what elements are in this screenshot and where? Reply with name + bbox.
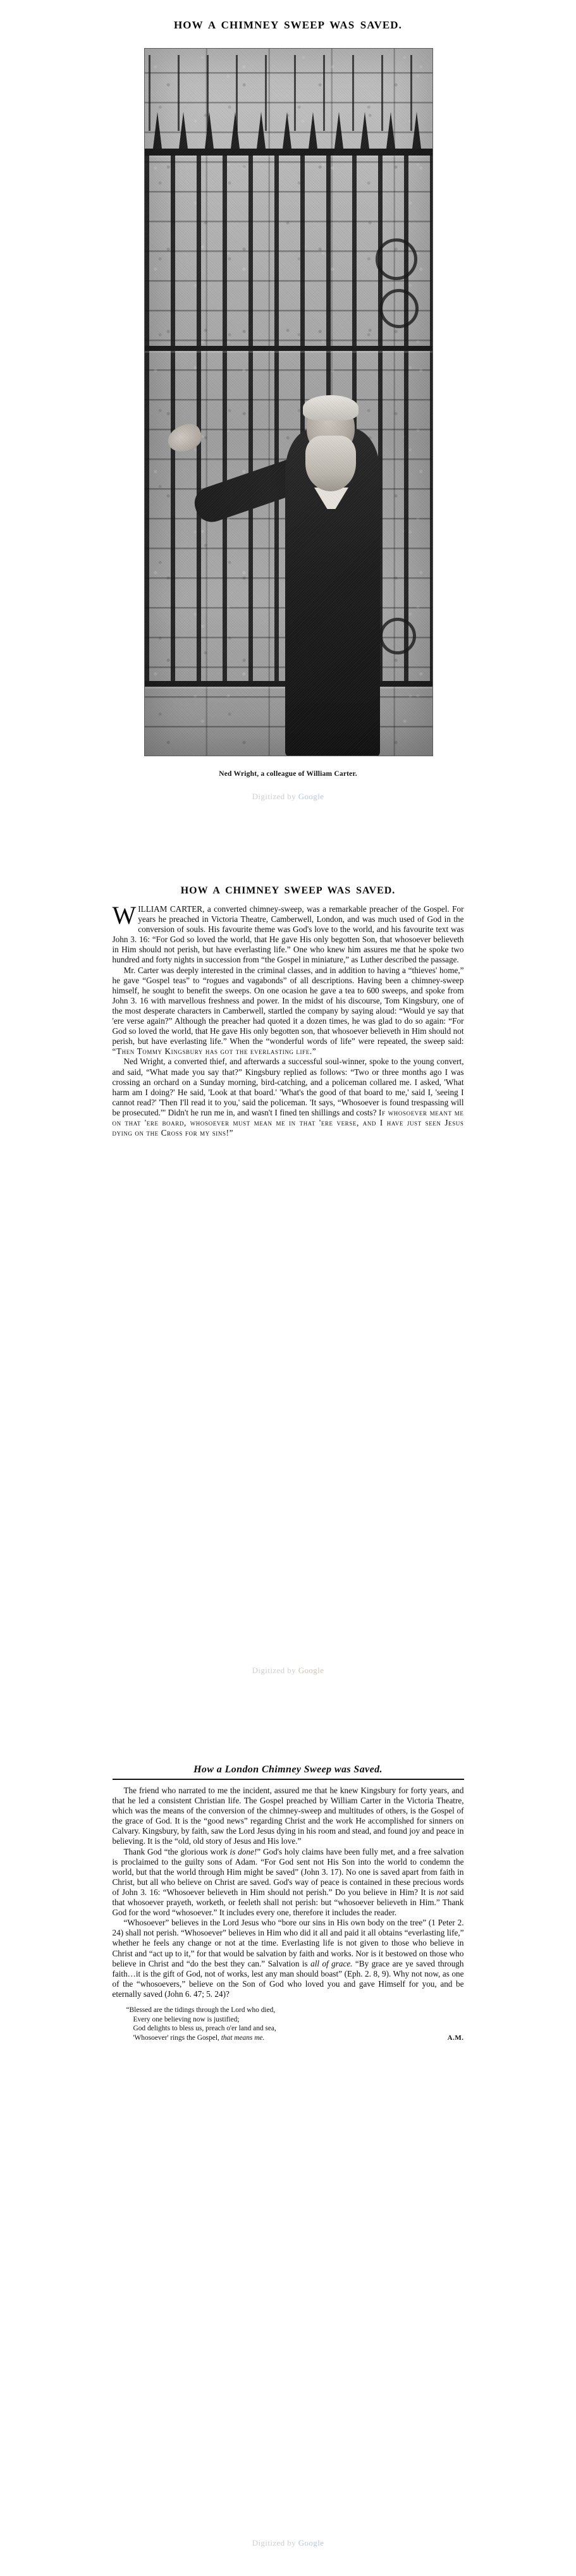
google-watermark [0,2538,576,2548]
article-paragraph-1-text: ILLIAM CARTER, a converted chimney-sweep, was a remarkable preacher of the Gospel. For years he preached in Victoria Theatre, Camberwell, London, and was much used of God in the conversion of souls. His favourite theme was God's love to the world, and his favourite text was John 3. 16: “For God so loved the world, that He gave His only begotten Son, that whosoever believeth in Him should not perish, but have everlasting life.” One who knew him assures me that he spoke two hundred and forty nights in succession from “the Gospel in miniature,” as Luther described the passage. [112,904,464,965]
article-smallcaps-quote-2: If whosoever meant me on that 'ere board, whosoever must mean me in that 'ere verse, and I have just seen Jesus dying on the Cross for my sins!” [112,1107,464,1138]
plate-title: HOW A CHIMNEY SWEEP WAS SAVED. [173,19,402,31]
verse-line-2: Every one believing now is justified; [133,2015,240,2023]
article-paragraph-1 [112,901,464,966]
railing-spike [197,109,223,149]
gate-scroll-ornament [379,289,419,328]
google-watermark [0,792,576,802]
article-paragraph-2-text: Mr. Carter was deeply interested in the criminal classes, and in addition to having a “thieves' home,” he gave “Gospel teas” to “rogues and vagabonds” of all descriptions. Having been a chimney-sweep himself, he sought to benefit the sweeps. On one ocasion he gave a tea to 600 sweeps, and spoke from John 3. 16 with marvellous freshness and power. In the midst of his discourse, Tom Kingsbury, one of the most desperate characters in Camberwell, startled the company by saying aloud: “Would ye say that 'ere verse again?” Although the preacher had quoted it a dozen times, he was glad to do so again: “For God so loved the world, that He gave His only begotten son, that whosoever believeth in Him should not perish, but have everlasting life.” When the “wonderful words of life” were repeated, the sweep said: [112,965,464,1046]
article-block [0,885,576,1138]
section-emphasis-2: not [436,1887,448,1897]
section-column [113,1764,464,2042]
drop-cap-letter: W [112,901,137,929]
article-paragraph-3 [113,1057,464,1138]
section-paragraph-2 [113,1847,464,1918]
section-emphasis-1: is done! [230,1846,257,1856]
white-hair [303,395,358,420]
railing-spike [404,109,430,149]
railing-spike [171,109,197,149]
article-title: HOW A CHIMNEY SWEEP WAS SAVED. [180,885,396,896]
article-smallcaps-quote-1: “Then Tommy Kingsbury has got the everlasting life.” [112,1046,317,1057]
section-emphasis-3: all of grace. [310,1958,353,1968]
railing-spike [248,109,274,149]
section-paragraph-1 [113,1786,464,1847]
section-paragraph-3-text-a: “Whosoever” believes in the Lord Jesus who “bore our sins in His own body on the tree” (1 Peter 2. 24) shall not perish. “Whosoever” believes in Him who did it all and paid it all obtains “everlasting life,” whether he feels any change or not at the time. Everlasting life is not given to those who believe in Christ and “act up to it,” for that would be salvation by faith and works. Nor is it bestowed on those who believe in Christ and “do the best they can.” Salvation is [112,1918,464,1968]
gate-scroll-ornament [376,238,417,280]
verse-line-1: “Blessed are the tidings through the Lord who died, [126,2006,276,2014]
watermark-digitized-label: Digitized by [252,2538,297,2548]
railing-spike [145,109,171,149]
section-paragraph-2-text-b: ” God's holy claims have been fully met, and a free salvation is proclaimed to the guilty sons of Adam. “For God sent not His Son into the world to condemn the world, but that the world through Him might be saved” (John 3. 17). No one is saved apart from faith in Christ, but all who believe on Christ are saved. God's way of peace is contained in these precious words of John 3. 16: “Whosoever believeth in Him should not perish.” Do you believe in Him? It is [112,1846,464,1897]
railing-spike [352,109,378,149]
section-block [0,1764,576,2042]
section-paragraph-2-text-a: Thank God “the glorious work [123,1846,230,1856]
watermark-brand: Google [298,792,324,801]
railing-spike [378,109,404,149]
verse-line-3: God delights to bless us, preach o'er land and sea, [133,2025,276,2033]
article-column [113,885,464,1138]
section-body [113,1786,464,1999]
closing-verse [113,2006,464,2042]
verse-emphasis: that means me. [221,2033,265,2042]
white-beard [305,436,356,491]
photograph-content [145,49,432,756]
section-divider-rule [113,1779,464,1780]
section-title: How a London Chimney Sweep was Saved. [193,1764,383,1775]
article-body [112,901,464,1138]
article-paragraph-2 [113,966,464,1057]
verse-line-4-text: 'Whosoever' rings the Gospel, [133,2033,221,2042]
railing-spike [223,109,248,149]
article-paragraph-3-text: Ned Wright, a converted thief, and afterwards a successful soul-winner, spoke to the young convert, and said, “What made you say that?” Kingsbury replied as follows: “Two or three months ago I was crossing an orchard on a Sunday morning, bird-catching, and a policeman collared me. I asked, 'What harm am I doing?' He said, 'Look at that board.' 'What's the good of that board to me,' said I, 'seeing I cannot read?' 'Then I'll read it to you,' said the policeman. 'It says, “Whosoever is found trespassing will be prosecuted.”' Didn't he run me in, and wasn't I fined ten shillings and costs? [112,1057,464,1117]
section-paragraph-2-text-c: said that whosoever prayeth, worketh, or feeleth shall not perish: but “whosoever believeth in Him.” Thank God for the word “whosoever.” It includes every one, therefore it includes the reader. [112,1887,464,1918]
railing-spike [274,109,300,149]
railing-spike [300,109,326,149]
watermark-digitized-label: Digitized by [252,792,297,801]
railing-mid-rail [144,346,433,351]
railing-spikes [145,109,432,149]
photograph [144,48,433,756]
photograph-caption: Ned Wright, a colleague of William Carter. [219,770,357,778]
author-signature: A.M. [447,2033,464,2042]
verse-line-4 [126,2033,464,2043]
section-paragraph-3-text-b: “By grace are ye saved through faith…it is the gift of God, not of works, lest any man should boast” (Eph. 2. 8, 9). Why not now, as one of the “whosoevers,” believe on the Son of God who loved you and gave Himself for you, and be eternally saved (John 6. 47; 5. 24)? [112,1958,464,1999]
google-watermark [0,1665,576,1676]
section-paragraph-1-text: The friend who narrated to me the incident, assured me that he knew Kingsbury for forty years, and that he led a consistent Christian life. The Gospel preached by William Carter in the Victoria Theatre, which was the means of the conversion of the chimney-sweep and multitudes of others, is the Gospel of the grace of God. It is the “good news” regarding Christ and the work He accomplished for sinners on Calvary. Kingsbury, by faith, saw the Lord Jesus dying in his room and stead, and found joy and peace in believing. It is the “old, old story of Jesus and His love.” [112,1786,464,1846]
plate-title-block [0,19,576,32]
gate-scroll-ornament [379,618,416,654]
watermark-digitized-label: Digitized by [252,1665,297,1675]
watermark-brand: Google [298,2538,324,2548]
watermark-brand: Google [298,1665,324,1675]
section-paragraph-3 [113,1918,464,1999]
railing-spike [326,109,352,149]
